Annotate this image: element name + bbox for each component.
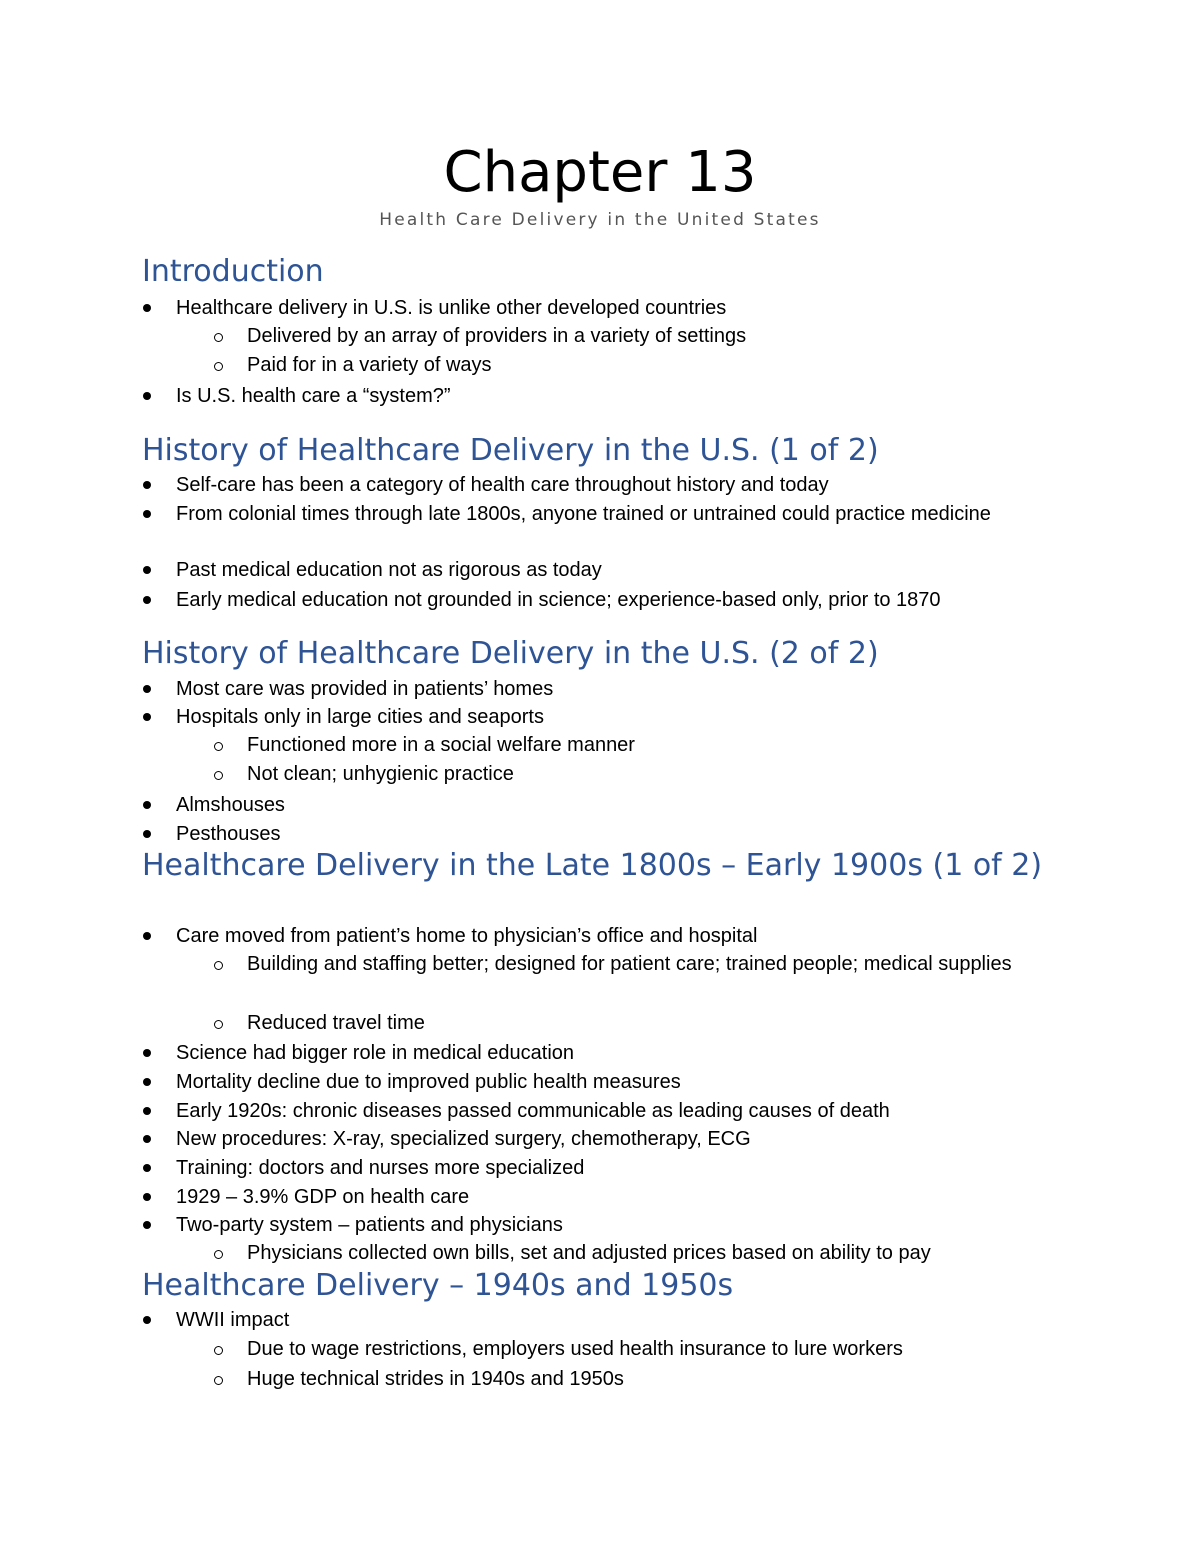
bullet-dot-icon	[143, 830, 151, 838]
list-item: New procedures: X-ray, specialized surgery, chemotherapy, ECG	[176, 1128, 751, 1150]
bullet-circle-icon	[214, 1376, 223, 1385]
bullet-dot-icon	[143, 1078, 151, 1086]
bullet-dot-icon	[143, 932, 151, 940]
list-item: 1929 – 3.9% GDP on health care	[176, 1186, 470, 1208]
list-item: Paid for in a variety of ways	[247, 354, 492, 376]
document-subtitle: Health Care Delivery in the United States	[379, 210, 821, 230]
section-heading: Healthcare Delivery – 1940s and 1950s	[142, 1268, 734, 1303]
list-item: Healthcare delivery in U.S. is unlike other developed countries	[176, 297, 727, 319]
list-item: Mortality decline due to improved public health measures	[176, 1071, 681, 1093]
list-item: Most care was provided in patients’ homes	[176, 678, 554, 700]
list-item: Almshouses	[176, 794, 285, 816]
list-item: Pesthouses	[176, 823, 281, 845]
bullet-circle-icon	[214, 1020, 223, 1029]
bullet-dot-icon	[143, 1316, 151, 1324]
list-item: Self-care has been a category of health care throughout history and today	[176, 474, 829, 496]
bullet-dot-icon	[143, 1193, 151, 1201]
list-item: Early 1920s: chronic diseases passed communicable as leading causes of death	[176, 1100, 890, 1122]
bullet-dot-icon	[143, 1049, 151, 1057]
list-item: Care moved from patient’s home to physician’s office and hospital	[176, 925, 758, 947]
bullet-circle-icon	[214, 362, 223, 371]
list-item: Science had bigger role in medical education	[176, 1042, 575, 1064]
bullet-circle-icon	[214, 771, 223, 780]
bullet-circle-icon	[214, 333, 223, 342]
document-title: Chapter 13	[443, 140, 757, 205]
bullet-dot-icon	[143, 1221, 151, 1229]
list-item: From colonial times through late 1800s, anyone trained or untrained could practice medicine	[176, 503, 991, 525]
list-item: Physicians collected own bills, set and adjusted prices based on ability to pay	[247, 1242, 931, 1264]
list-item: Due to wage restrictions, employers used health insurance to lure workers	[247, 1338, 903, 1360]
section-heading: Introduction	[142, 254, 324, 289]
list-item: Is U.S. health care a “system?”	[176, 385, 451, 407]
bullet-circle-icon	[214, 1250, 223, 1259]
bullet-dot-icon	[143, 481, 151, 489]
list-item: Past medical education not as rigorous as today	[176, 559, 602, 581]
bullet-dot-icon	[143, 1164, 151, 1172]
section-heading: History of Healthcare Delivery in the U.S. (2 of 2)	[142, 636, 879, 671]
bullet-dot-icon	[143, 392, 151, 400]
bullet-dot-icon	[143, 1135, 151, 1143]
section-heading: History of Healthcare Delivery in the U.S. (1 of 2)	[142, 433, 879, 468]
bullet-dot-icon	[143, 304, 151, 312]
list-item: Hospitals only in large cities and seaports	[176, 706, 544, 728]
bullet-dot-icon	[143, 801, 151, 809]
list-item: Not clean; unhygienic practice	[247, 763, 514, 785]
list-item: Huge technical strides in 1940s and 1950s	[247, 1368, 624, 1390]
list-item: Two-party system – patients and physicians	[176, 1214, 563, 1236]
section-heading: Healthcare Delivery in the Late 1800s – Early 1900s (1 of 2)	[142, 848, 1043, 883]
bullet-dot-icon	[143, 713, 151, 721]
list-item: Early medical education not grounded in science; experience-based only, prior to 1870	[176, 589, 941, 611]
list-item: Building and staffing better; designed for patient care; trained people; medical supplies	[247, 953, 1012, 975]
list-item: Functioned more in a social welfare manner	[247, 734, 635, 756]
bullet-circle-icon	[214, 742, 223, 751]
bullet-dot-icon	[143, 685, 151, 693]
bullet-dot-icon	[143, 566, 151, 574]
list-item: WWII impact	[176, 1309, 290, 1331]
bullet-dot-icon	[143, 1107, 151, 1115]
bullet-dot-icon	[143, 510, 151, 518]
list-item: Reduced travel time	[247, 1012, 425, 1034]
bullet-circle-icon	[214, 1346, 223, 1355]
list-item: Delivered by an array of providers in a variety of settings	[247, 325, 747, 347]
bullet-circle-icon	[214, 961, 223, 970]
bullet-dot-icon	[143, 596, 151, 604]
list-item: Training: doctors and nurses more specialized	[176, 1157, 585, 1179]
